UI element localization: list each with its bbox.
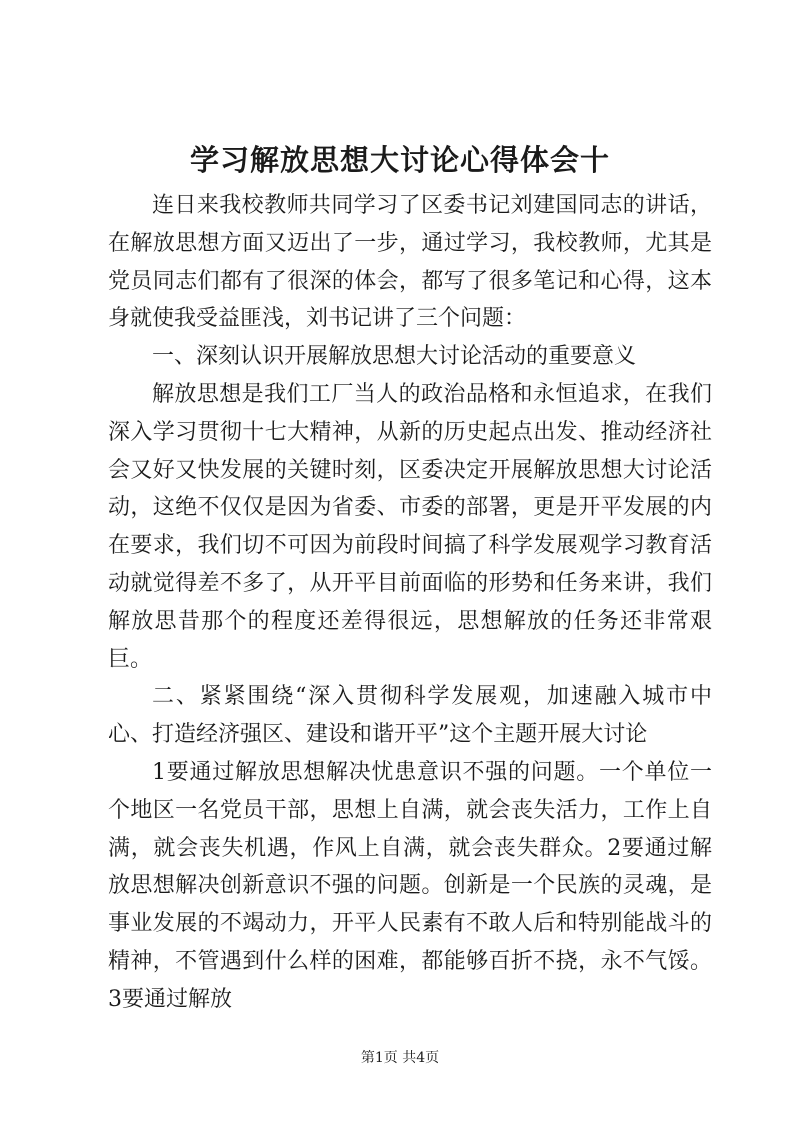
page-footer: 第1页 共4页 [360, 1050, 440, 1066]
section-heading-2: 二、紧紧围绕“深入贯彻科学发展观，加速融入城市中心、打造经济强区、建设和谐开平”这个主题开展大讨论 [108, 684, 712, 748]
document-title: 学习解放思想大讨论心得体会十 [189, 143, 610, 177]
paragraph-section-2: 1要通过解放思想解决忧患意识不强的问题。一个单位一个地区一名党员干部，思想上自满，就会丧失活力，工作上自满，就会丧失机遇，作风上自满，就会丧失群众。2要通过解放思想解决创新意识不强的问题。创新是一个民族的灵魂，是事业发展的不竭动力，开平人民素有不敢人后和特别能战斗的精神，不管遇到什么样的困难，都能够百折不挠，永不气馁。3要通过解放 [108, 759, 712, 1012]
paragraph-intro: 连日来我校教师共同学习了区委书记刘建国同志的讲话，在解放思想方面又迈出了一步，通过学习，我校教师，尤其是党员同志们都有了很深的体会，都写了很多笔记和心得，这本身就使我受益匪浅，刘书记讲了三个问题： [108, 193, 712, 332]
section-heading-1: 一、深刻认识开展解放思想大讨论活动的重要意义 [152, 344, 637, 370]
paragraph-section-1: 解放思想是我们工厂当人的政治品格和永恒追求，在我们深入学习贯彻十七大精神，从新的历史起点出发、推动经济社会又好又快发展的关键时刻，区委决定开展解放思想大讨论活动，这绝不仅仅是因为省委、市委的部署，更是开平发展的内在要求，我们切不可因为前段时间搞了科学发展观学习教育活动就觉得差不多了，从开平目前面临的形势和任务来讲，我们解放思昔那个的程度还差得很远，思想解放的任务还非常艰巨。 [108, 381, 712, 672]
document-body [108, 187, 712, 1019]
